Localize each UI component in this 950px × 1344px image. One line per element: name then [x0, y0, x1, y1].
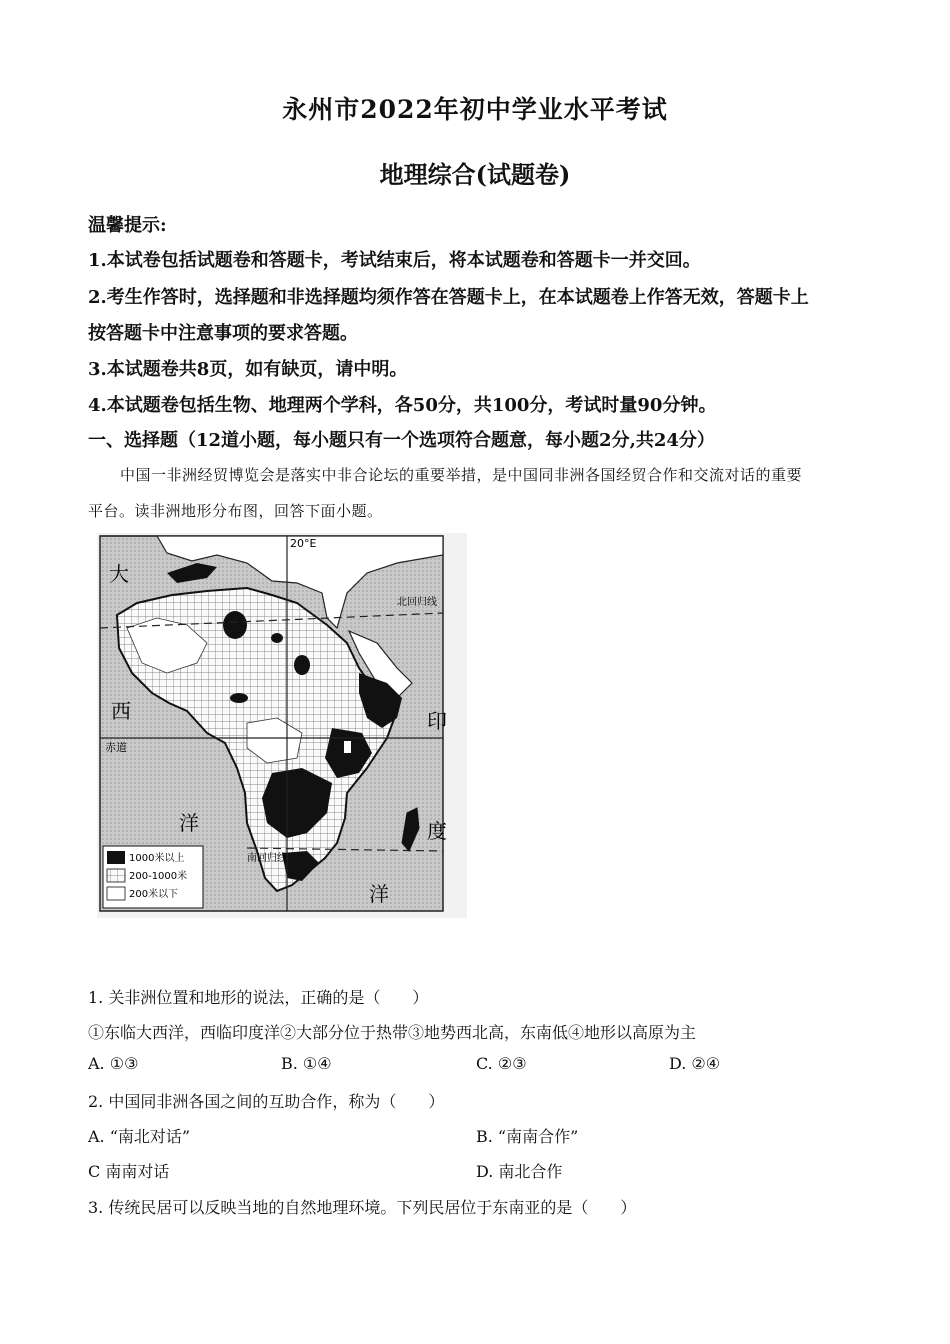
question-1-statement: ①东临大西洋，西临印度洋②大部分位于热带③地势西北高，东南低④地形以高原为主 — [88, 1023, 697, 1042]
africa-relief-map — [97, 533, 467, 918]
legend-high: 1000米以上 — [129, 853, 185, 864]
tip-2-line-1: 2.考生作答时，选择题和非选择题均须作答在答题卡上，在本试题卷上作答无效，答题卡上 — [88, 287, 809, 308]
intro-line-1: 中国一非洲经贸博览会是落实中非合论坛的重要举措，是中国同非洲各国经贸合作和交流对话的重要 — [120, 466, 803, 484]
q2-option-a[interactable]: A. “南北对话” — [88, 1127, 191, 1146]
equator-label: 赤道 — [105, 741, 127, 754]
atlantic-char-3: 洋 — [179, 811, 199, 835]
question-1-stem: 1. 关非洲位置和地形的说法，正确的是（ ） — [88, 988, 429, 1007]
q1-option-a[interactable]: A. ①③ — [88, 1054, 139, 1073]
map-legend — [103, 846, 203, 908]
q1-option-d[interactable]: D. ②④ — [669, 1054, 721, 1073]
legend-mid: 200-1000米 — [129, 871, 188, 882]
section-heading: 一、选择题（12道小题，每小题只有一个选项符合题意，每小题2分,共24分） — [88, 430, 715, 451]
q1-option-c[interactable]: C. ②③ — [476, 1054, 527, 1073]
tips-heading: 温馨提示: — [88, 215, 167, 236]
indian-char-2: 度 — [427, 819, 447, 843]
tip-3: 3.本试题卷共8页，如有缺页，请中明。 — [88, 359, 408, 380]
indian-char-1: 印 — [427, 709, 447, 733]
tip-4: 4.本试题卷包括生物、地理两个学科，各50分，共100分，考试时量90分钟。 — [88, 395, 717, 416]
question-3-stem: 3. 传统民居可以反映当地的自然地理环境。下列民居位于东南亚的是（ ） — [88, 1198, 637, 1217]
indian-char-3: 洋 — [369, 882, 389, 906]
longitude-label: 20°E — [290, 537, 317, 550]
tip-2-line-2: 按答题卡中注意事项的要求答题。 — [88, 323, 358, 344]
q2-option-b[interactable]: B. “南南合作” — [476, 1127, 579, 1146]
tip-1: 1.本试卷包括试题卷和答题卡，考试结束后，将本试题卷和答题卡一并交回。 — [88, 250, 701, 271]
atlantic-char-2: 西 — [111, 699, 131, 723]
q2-option-d[interactable]: D. 南北合作 — [476, 1162, 563, 1181]
atlantic-char-1: 大 — [109, 562, 129, 586]
tropic-cancer-label: 北回归线 — [397, 597, 437, 608]
exam-title: 永州市2022年初中学业水平考试 — [282, 95, 668, 124]
q1-option-b[interactable]: B. ①④ — [281, 1054, 332, 1073]
q2-option-c[interactable]: C 南南对话 — [88, 1162, 170, 1181]
question-2-stem: 2. 中国同非洲各国之间的互助合作，称为（ ） — [88, 1092, 445, 1111]
intro-line-2: 平台。读非洲地形分布图，回答下面小题。 — [88, 502, 383, 520]
exam-subtitle: 地理综合(试题卷) — [379, 160, 571, 189]
tropic-capricorn-label: 南回归线 — [247, 853, 287, 864]
legend-low: 200米以下 — [129, 889, 179, 900]
